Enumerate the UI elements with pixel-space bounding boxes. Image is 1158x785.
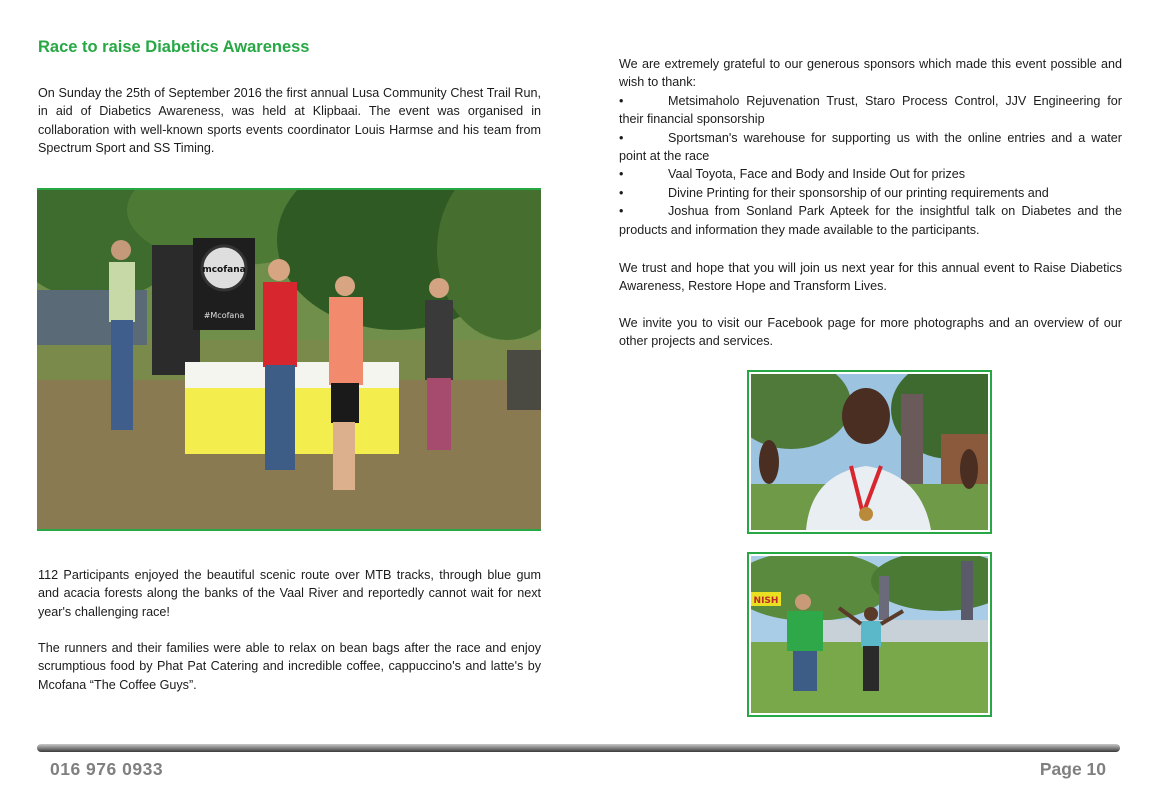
bullet-icon: •: [619, 185, 624, 200]
prize-giving-photo: [37, 188, 541, 531]
footer-phone: 016 976 0933: [50, 759, 164, 779]
trust-paragraph: We trust and hope that you will join us next year for this annual event to Raise Diabetics Awareness, Restore Hope and Transform Lives.: [619, 261, 1122, 294]
list-item: • Vaal Toyota, Face and Body and Inside Out for prizes: [619, 165, 1122, 183]
mcofana-banner-text: #Mcofana: [203, 311, 245, 320]
footer-divider: [37, 744, 1120, 752]
mcofana-logo-text: mcofana: [202, 265, 246, 275]
bullet-icon: •: [619, 204, 624, 219]
page-number: Page 10: [1039, 759, 1106, 779]
finish-banner-text: NISH: [753, 596, 779, 606]
smiling-runner-photo: [747, 370, 992, 534]
bullet-icon: •: [619, 93, 624, 108]
relax-paragraph: The runners and their families were able to relax on bean bags after the race and enjoy scrumptious food by Phat Pat Catering and incredible coffee, cappuccino's and latte's by Mcofana “The Coffee Guys”.: [38, 641, 541, 692]
intro-paragraph: On Sunday the 25th of September 2016 the first annual Lusa Community Chest Trail Run, in aid of Diabetics Awareness, was held at Klipbaai. The event was organised in collaboration with well-known sports events coordinator Louis Harmse and his team from Spectrum Sport and SS Timing.: [38, 86, 541, 156]
list-item: • Divine Printing for their sponsorship of our printing requirements and: [619, 184, 1122, 202]
list-item: • Metsimaholo Rejuvenation Trust, Staro Process Control, JJV Engineering for their financial sponsorship: [619, 93, 1122, 127]
participants-paragraph: 112 Participants enjoyed the beautiful scenic route over MTB tracks, through blue gum and acacia forests along the banks of the Vaal River and reportedly cannot wait for next year's challenging race!: [38, 568, 541, 619]
list-item: • Sportsman's warehouse for supporting us with the online entries and a water point at the race: [619, 130, 1122, 164]
article-title: Race to raise Diabetics Awareness: [38, 38, 310, 56]
sponsors-list: [619, 92, 1122, 239]
sponsors-section: [619, 55, 1122, 239]
facebook-invite-paragraph: We invite you to visit our Facebook page for more photographs and an overview of our other projects and services.: [619, 316, 1122, 349]
sponsors-intro: We are extremely grateful to our generous sponsors which made this event possible and wish to thank:: [619, 57, 1122, 90]
finish-line-photo: [747, 552, 992, 717]
list-item: • Joshua from Sonland Park Apteek for the insightful talk on Diabetes and the products and information they made available to the participants.: [619, 204, 1122, 237]
bullet-icon: •: [619, 167, 624, 182]
bullet-icon: •: [619, 130, 624, 145]
